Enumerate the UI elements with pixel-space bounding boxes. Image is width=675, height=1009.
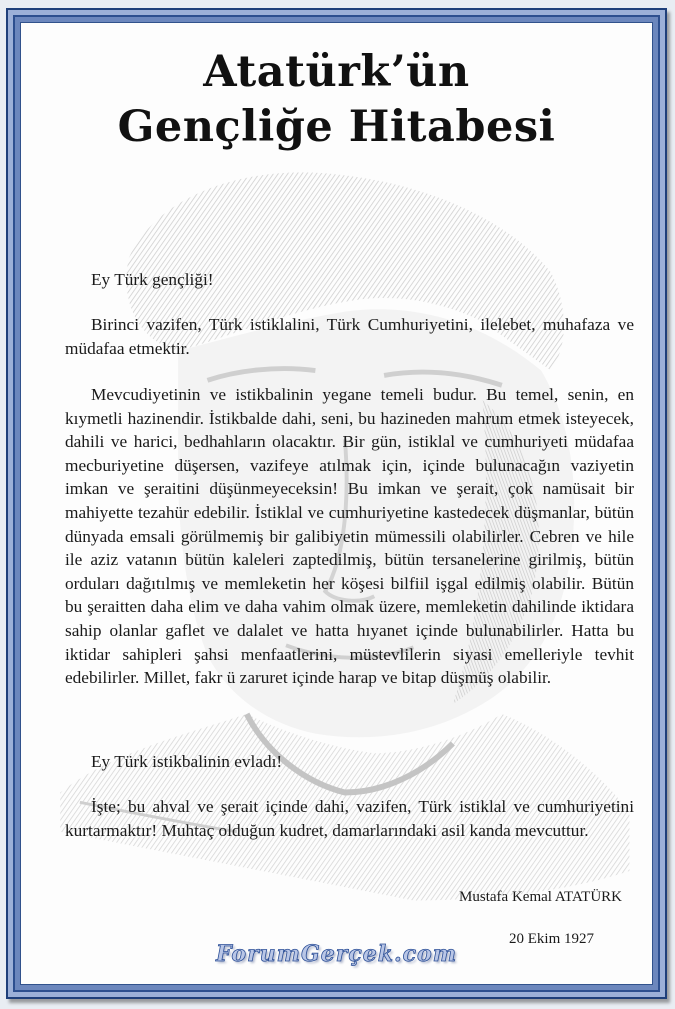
page-frame bbox=[6, 8, 667, 999]
paragraph-main: Mevcudiyetinin ve istikbalinin yegane temeli budur. Bu temel, senin, en kıymetli hazinendir. İstikbalde dahi, seni, bu hazineden mahrum etmek isteyecek, dahili ve harici, bedhahların olacaktır. Bir gün, istiklal ve cumhuriyeti müdafaa mecburiyetine düşersen, vazifeye atılmak için, içinde bulunacağın vaziyetin imkan ve şeraitini düşünmeyeceksin! Bu imkan ve şerait, çok namüsait bir mahiyette tezahür edebilir. İstiklal ve cumhuriyetine kastedecek düşmanlar, bütün dünyada emsali görülmemiş bir galibiyetin mümessili olabilirler. Cebren ve hile ile aziz vatanın bütün kaleleri zaptedilmiş, bütün tersanelerine girilmiş, bütün orduları dağıtılmış ve memleketin her köşesi bilfiil işgal edilmiş olabilir. Bütün bu şeraitten daha elim ve daha vahim olmak üzere, memleketin dahilinde iktidara sahip olanlar gaflet ve dalalet ve hatta hıyanet içinde bulunabilirler. Hatta bu iktidar sahipleri şahsi menfaatlerini, müstevlilerin siyasi emelleriyle tevhit edebilirler. Millet, fakr ü zaruret içinde harap ve bitap düşmüş olabilir. bbox=[65, 385, 634, 688]
title-line-2: Gençliğe Hitabesi bbox=[117, 102, 556, 152]
title-line-1: Atatürk’ün bbox=[203, 47, 470, 97]
paragraph-first-duty: Birinci vazifen, Türk istiklalini, Türk Cumhuriyetini, ilelebet, muhafaza ve müdafaa etmektir. bbox=[65, 315, 634, 358]
inner-frame bbox=[13, 15, 660, 992]
salutation-youth: Ey Türk gençliği! bbox=[91, 270, 214, 289]
document-paper bbox=[20, 22, 653, 985]
paragraph-final: İşte; bu ahval ve şerait içinde dahi, vazifen, Türk istiklal ve cumhuriyetini kurtarmaktır! Muhtaç olduğun kudret, damarlarındaki asil kanda mevcuttur. bbox=[65, 797, 634, 840]
date: 20 Ekim 1927 bbox=[509, 931, 594, 947]
site-watermark: ForumGerçek.com bbox=[216, 941, 457, 967]
signature: Mustafa Kemal ATATÜRK bbox=[459, 889, 622, 905]
salutation-future: Ey Türk istikbalinin evladı! bbox=[91, 752, 283, 771]
